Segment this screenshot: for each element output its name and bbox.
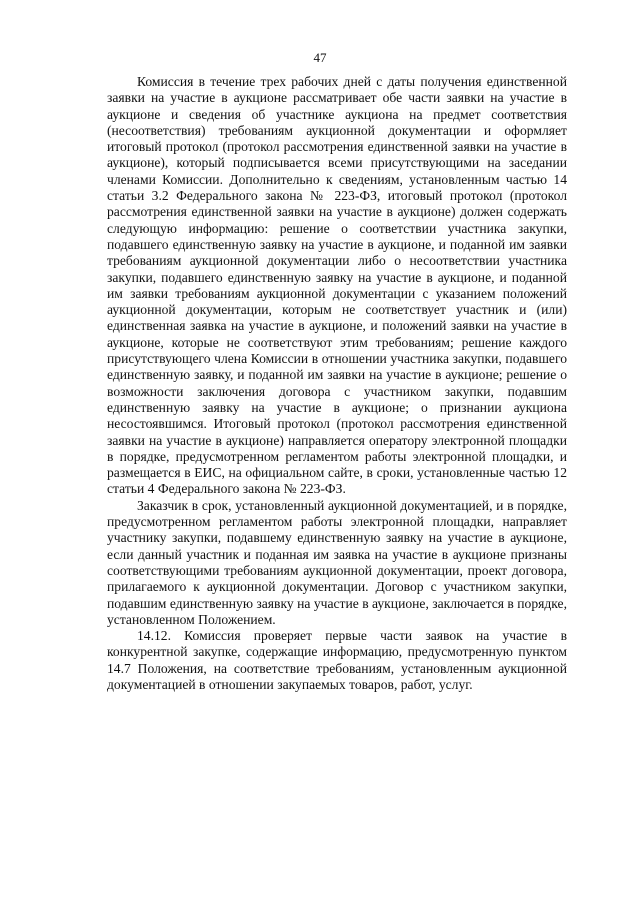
- paragraph-customer-contract: Заказчик в срок, установленный аукционной документацией, и в порядке, предусмотренном регламентом работы электронной площадки, направляет участнику закупки, подавшему единственную заявку на участие в аукционе, если данный участник и поданная им заявка на участие в аукционе признаны соответствующими требованиям аукционной документации, проект договора, прилагаемого к аукционной документации. Договор с участником закупки, подавшим единственную заявку на участие в аукционе, заключается в порядке, установленном Положением.: [107, 497, 567, 627]
- paragraph-14-12: 14.12. Комиссия проверяет первые части заявок на участие в конкурентной закупке, содержащие информацию, предусмотренную пунктом 14.7 Положения, на соответствие требованиям, установленным аукционной документацией в отношении закупаемых товаров, работ, услуг.: [107, 628, 567, 692]
- paragraph-commission-review: Комиссия в течение трех рабочих дней с даты получения единственной заявки на участие в аукционе рассматривает обе части заявки на участие в аукционе и сведения об участнике аукциона на предмет соответствия (несоответствия) требованиям аукционной документации и оформляет итоговый протокол (протокол рассмотрения единственной заявки на участие в аукционе), который подписывается всеми присутствующими на заседании членами Комиссии. Дополнительно к сведениям, установленным частью 14 статьи 3.2 Федерального закона № 223-ФЗ, итоговый протокол (протокол рассмотрения единственной заявки на участие в аукционе) должен содержать следующую информацию: решение о соответствии участника закупки, подавшего единственную заявку на участие в аукционе, и поданной им заявки требованиям аукционной документации либо о несоответствии участника закупки, подавшего единственную заявку на участие в аукционе, и поданной им заявки требованиям аукционной документации с указанием положений аукционной документации, которым не соответствует участник и (или) единственная заявка на участие в аукционе, и положений заявки на участие в аукционе, которые не соответствуют этим требованиям; решение каждого присутствующего члена Комиссии в отношении участника закупки, подавшего единственную заявку, и поданной им заявки на участие в аукционе; решение о возможности заключения договора с участником закупки, подавшим единственную заявку на участие в аукционе; о признании аукциона несостоявшимся. Итоговый протокол (протокол рассмотрения единственной заявки на участие в аукционе) направляется оператору электронной площадки в порядке, предусмотренном регламентом работы электронной площадки, и размещается в ЕИС, на официальном сайте, в сроки, установленные частью 12 статьи 4 Федерального закона № 223-ФЗ.: [107, 74, 567, 497]
- document-body: [107, 74, 567, 693]
- page-number: 47: [313, 50, 327, 65]
